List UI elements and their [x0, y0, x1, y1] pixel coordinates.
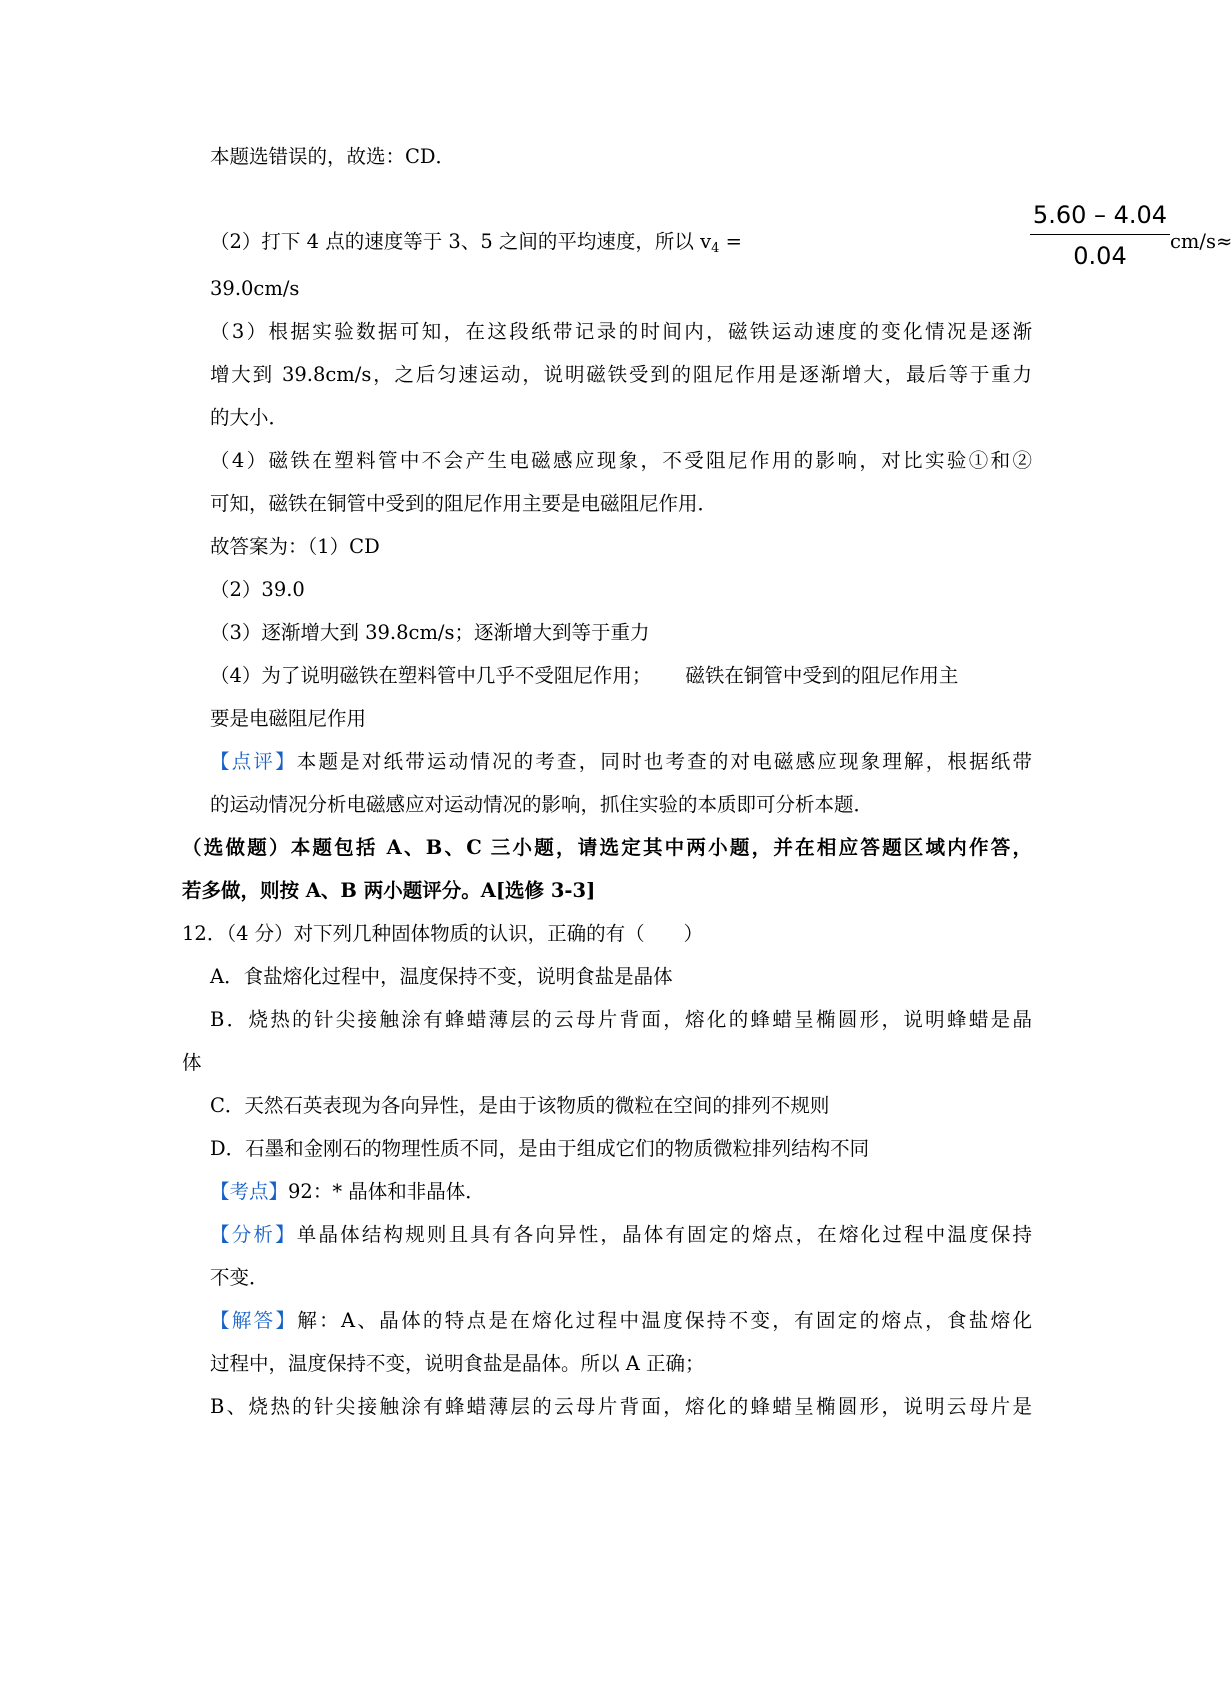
fraction — [1030, 198, 1170, 273]
option-b-continued: 体 — [182, 1051, 202, 1074]
comment-tag: 【点评】 — [210, 750, 297, 773]
section-heading: （选做题）本题包括 A、B、C 三小题，请选定其中两小题，并在相应答题区域内作答， — [182, 836, 1032, 859]
text-line: 39.0cm/s — [210, 277, 300, 300]
text-line: （4）为了说明磁铁在塑料管中几乎不受阻尼作用； 磁铁在铜管中受到的阻尼作用主 — [210, 664, 959, 687]
answer-paragraph: 【解答】解：A、晶体的特点是在熔化过程中温度保持不变，有固定的熔点，食盐熔化 — [210, 1309, 1032, 1332]
option-b: B．烧热的针尖接触涂有蜂蜡薄层的云母片背面，熔化的蜂蜡呈椭圆形，说明蜂蜡是晶 — [210, 1008, 1032, 1031]
text-line: 的运动情况分析电磁感应对运动情况的影响，抓住实验的本质即可分析本题． — [210, 793, 874, 816]
unit-text: cm/s≈ — [1170, 230, 1232, 253]
text-line: 的大小． — [210, 406, 289, 429]
text-line: 故答案为：（1）CD — [210, 535, 380, 558]
fraction-numerator: 5.60 – 4.04 — [1032, 201, 1168, 229]
option-c: C．天然石英表现为各向异性，是由于该物质的微粒在空间的排列不规则 — [210, 1094, 830, 1117]
analysis-paragraph: 【分析】单晶体结构规则且具有各向异性，晶体有固定的熔点，在熔化过程中温度保持 — [210, 1223, 1032, 1246]
comment-paragraph: 【点评】本题是对纸带运动情况的考查，同时也考查的对电磁感应现象理解，根据纸带 — [210, 750, 1032, 773]
fraction-denominator: 0.04 — [1073, 242, 1127, 270]
text-line: （2）打下 4 点的速度等于 3、5 之间的平均速度，所以 $v_4$ = — [210, 230, 742, 256]
text-line: （4）磁铁在塑料管中不会产生电磁感应现象，不受阻尼作用的影响，对比实验①和② — [210, 449, 1032, 472]
text-line: 不变． — [210, 1266, 269, 1289]
answer-tag: 【解答】 — [210, 1309, 298, 1332]
text-line: 过程中，温度保持不变，说明食盐是晶体。所以 A 正确； — [210, 1352, 705, 1375]
text-line: （2）39.0 — [210, 578, 305, 601]
fraction-bar — [1030, 234, 1170, 235]
analysis-tag: 【分析】 — [210, 1223, 297, 1246]
text-line: 本题选错误的，故选：CD． — [210, 145, 456, 168]
knowledge-point: 【考点】92：* 晶体和非晶体． — [210, 1180, 485, 1203]
text-line: 增大到 39.8cm/s，之后匀速运动，说明磁铁受到的阻尼作用是逐渐增大，最后等于重力 — [210, 363, 1032, 386]
option-a: A．食盐熔化过程中，温度保持不变，说明食盐是晶体 — [210, 965, 673, 988]
option-d: D．石墨和金刚石的物理性质不同，是由于组成它们的物质微粒排列结构不同 — [210, 1137, 870, 1160]
text-line: （3）逐渐增大到 39.8cm/s；逐渐增大到等于重力 — [210, 621, 650, 644]
section-heading: 若多做，则按 A、B 两小题评分。A[选修 3-3] — [182, 879, 596, 902]
text-line: B、烧热的针尖接触涂有蜂蜡薄层的云母片背面，熔化的蜂蜡呈椭圆形，说明云母片是 — [210, 1395, 1032, 1418]
text-line: （3）根据实验数据可知，在这段纸带记录的时间内，磁铁运动速度的变化情况是逐渐 — [210, 320, 1032, 343]
knowledge-point-tag: 【考点】 — [210, 1180, 289, 1203]
text-line: 要是电磁阻尼作用 — [210, 707, 367, 730]
question-stem: 12．（4 分）对下列几种固体物质的认识，正确的有（ ） — [182, 922, 704, 945]
velocity-formula-line — [210, 198, 1232, 278]
text-line: 可知，磁铁在铜管中受到的阻尼作用主要是电磁阻尼作用． — [210, 492, 718, 515]
